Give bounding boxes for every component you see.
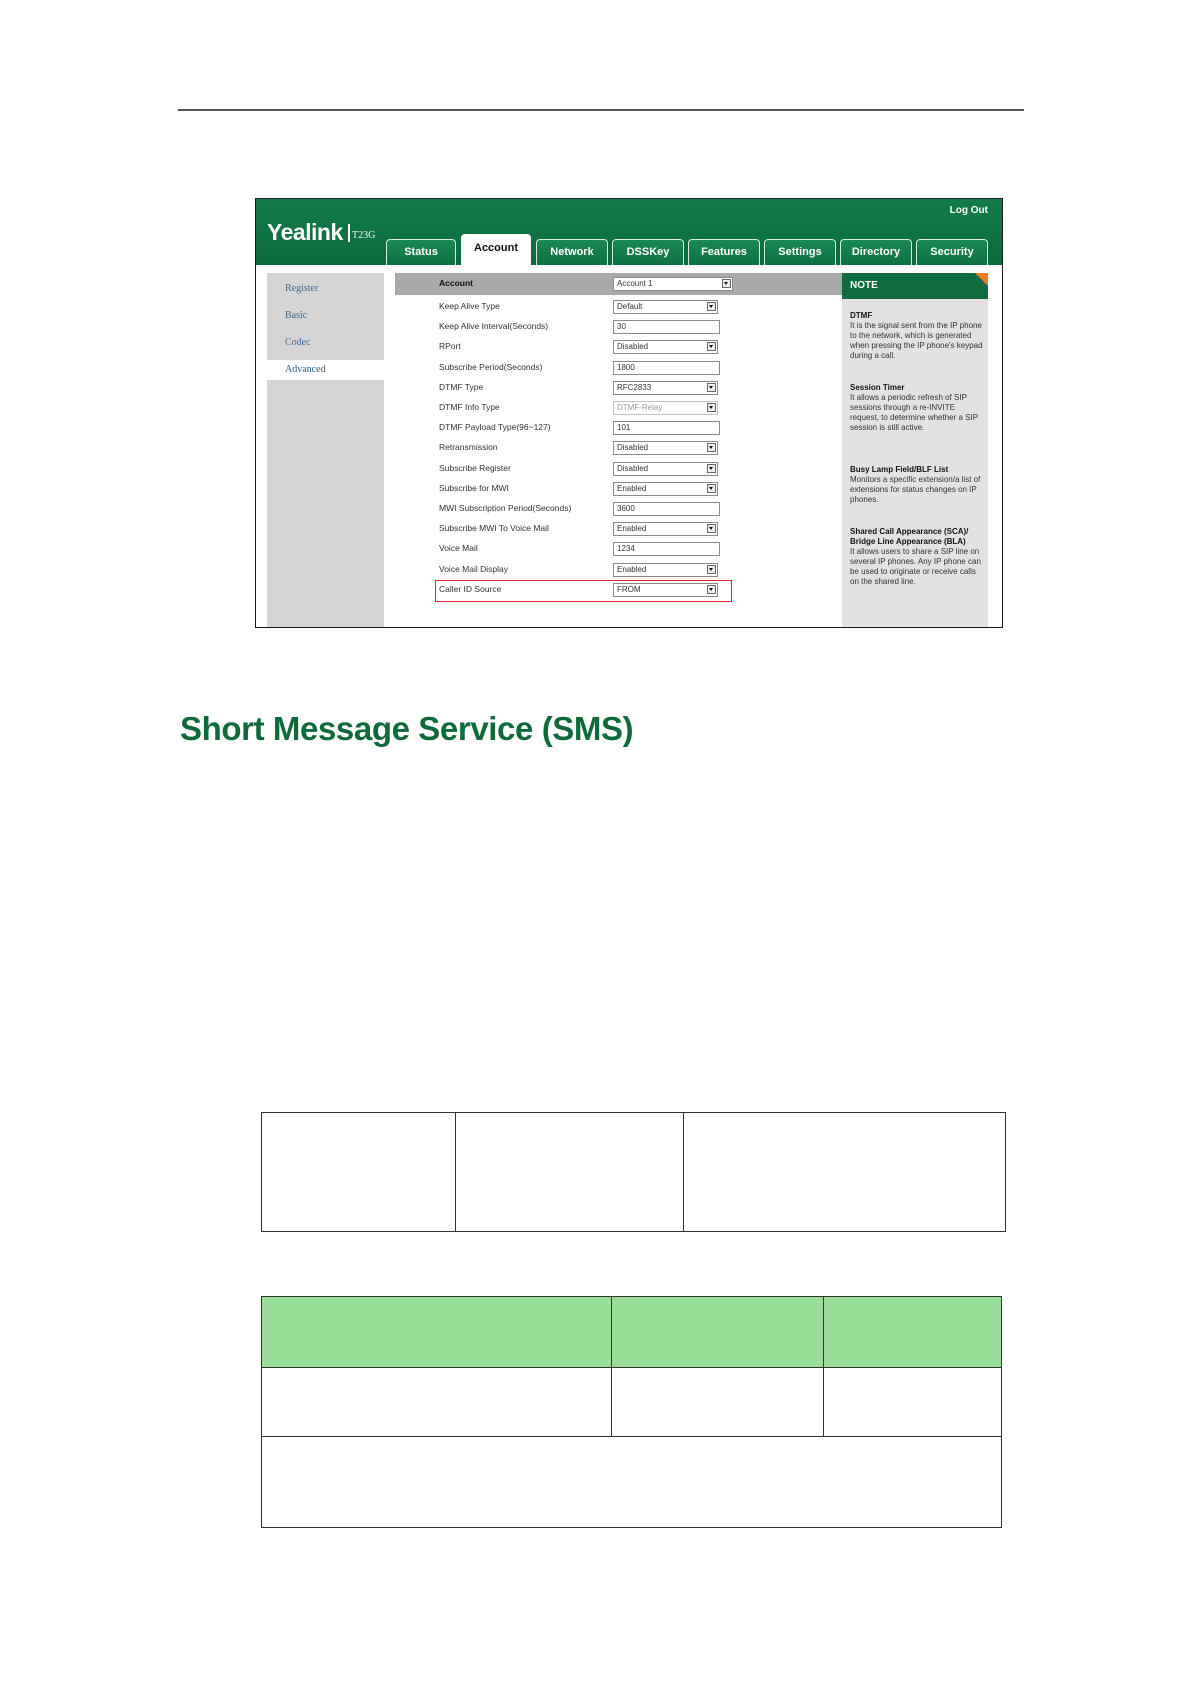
table-cell [262,1368,612,1437]
logout-link[interactable]: Log Out [949,205,988,216]
tab-status[interactable]: Status [386,239,456,265]
form-row-value: 30 [617,322,626,332]
form-row-label: Voice Mail [439,543,478,554]
tab-settings[interactable]: Settings [764,239,836,265]
note-section-title: Session Timer [850,383,905,392]
form-row-label: RPort [439,341,461,352]
form-row [395,358,855,378]
table-header-cell [824,1297,1002,1368]
note-section-title: DTMF [850,311,873,320]
note-section-dtmf [850,311,984,361]
form-row-select[interactable] [613,441,718,455]
form-row-select[interactable] [613,462,718,476]
form-row-select[interactable] [613,340,718,354]
note-section-text: Monitors a specific extension/a list of extensions for status changes on IP phones. [850,475,981,504]
table-header-row [262,1297,1002,1368]
form-header-row [395,273,855,295]
note-section-blf [850,465,984,505]
account-select[interactable] [613,277,733,291]
tab-dsskey[interactable]: DSSKey [612,239,684,265]
form-row-select [613,401,718,415]
chevron-down-icon [707,443,716,452]
logo-divider [348,224,350,242]
nav-item-basic[interactable]: Basic [285,310,308,321]
nav-item-codec[interactable]: Codec [285,337,311,348]
form-row [395,378,855,398]
account-select-value: Account 1 [617,279,653,288]
empty-table-2 [261,1296,1002,1528]
form-row-value: DTMF-Relay [617,403,663,412]
table-header-cell [262,1297,612,1368]
form-row-label: Subscribe for MWI [439,482,509,493]
tab-account[interactable]: Account [461,234,531,265]
form-row-label: DTMF Info Type [439,402,500,412]
form-row-value: 1234 [617,544,635,554]
tab-network[interactable]: Network [536,239,608,265]
web-ui-header [256,199,1002,265]
note-section-title: Busy Lamp Field/BLF List [850,465,949,474]
note-section-text: It allows a periodic refresh of SIP sessions through a re-INVITE request, to determine whether a SIP session is still active. [850,393,978,432]
form-row-select[interactable] [613,522,718,536]
form-row [395,479,855,499]
chevron-down-icon [707,524,716,533]
form-row-input[interactable] [613,320,720,334]
form-row-select[interactable] [613,563,718,577]
empty-table-1 [261,1112,1006,1232]
form-row [395,337,855,357]
form-row-label: Keep Alive Type [439,301,500,311]
form-row [395,499,855,519]
chevron-down-icon [707,403,716,412]
form-row [395,297,855,317]
form-row [395,560,855,580]
form-row-select[interactable] [613,482,718,496]
form-row [395,539,855,559]
brand-logo: Yealink [267,219,343,245]
chevron-down-icon [722,279,731,288]
note-section-sca [850,527,984,587]
table-row [262,1368,1002,1437]
account-label: Account [439,278,473,288]
form-row-input[interactable] [613,542,720,556]
chevron-down-icon [707,484,716,493]
form-row-label: DTMF Payload Type(96~127) [439,422,551,433]
table-header-cell [612,1297,824,1368]
form-row-value: 3600 [617,504,635,513]
form-row-label: MWI Subscription Period(Seconds) [439,503,572,513]
tab-directory[interactable]: Directory [840,239,912,265]
table-cell [824,1368,1002,1437]
note-section-title: Shared Call Appearance (SCA)/ Bridge Line Appearance (BLA) [850,527,969,546]
form-row-value: 1800 [617,362,635,372]
form-row [395,519,855,539]
form-row-value: Enabled [617,524,647,534]
form-row-select[interactable] [613,300,718,314]
table-cell [262,1113,456,1232]
chevron-down-icon [707,464,716,473]
form-row-label: Subscribe Period(Seconds) [439,361,543,372]
form-row [395,398,855,418]
table-row [262,1437,1002,1528]
phone-model: T23G [352,230,376,241]
note-corner-flag [975,273,988,286]
tab-security[interactable]: Security [916,239,988,265]
note-section-session-timer [850,383,984,433]
form-row-label: Retransmission [439,442,498,453]
form-row-label: Voice Mail Display [439,563,508,574]
form-row-value: Default [617,302,643,311]
table-cell [262,1437,1002,1528]
form-row-label: Subscribe Register [439,462,511,473]
voice-mail-display-highlight [435,580,732,602]
form-row-input[interactable] [613,421,720,435]
form-row-label: Caller ID Source [439,583,502,594]
table-cell [684,1113,1006,1232]
note-section-text: It allows users to share a SIP line on several IP phones. Any IP phone can be used to originate or receive calls on the shared line. [850,547,981,586]
chevron-down-icon [707,565,716,574]
web-ui-screenshot [255,198,1003,628]
chevron-down-icon [707,302,716,311]
form-row-input[interactable] [613,502,720,516]
form-row-value: 101 [617,423,631,433]
note-title: NOTE [842,273,988,299]
chevron-down-icon [707,383,716,392]
form-row-value: Disabled [617,463,649,473]
note-section-text: It is the signal sent from the IP phone to the network, which is generated when pressing the IP phone's keypad during a call. [850,321,983,360]
form-row-select[interactable] [613,381,718,395]
form-row [395,459,855,479]
chevron-down-icon [707,342,716,351]
form-row-value: Enabled [617,483,647,493]
form-row-value: FROM [617,584,641,594]
nav-item-register[interactable]: Register [285,283,319,294]
table-row [262,1113,1006,1232]
table-cell [612,1368,824,1437]
form-row-label: DTMF Type [439,381,484,392]
form-row-value: Enabled [617,564,647,574]
form-row-input[interactable] [613,361,720,375]
form-row-value: Disabled [617,342,649,352]
form-row-value: Disabled [617,443,649,453]
form-row [395,317,855,337]
form-row-value: RFC2833 [617,382,652,392]
form-row [395,438,855,458]
form-row-label: Keep Alive Interval(Seconds) [439,321,549,332]
note-panel [842,273,988,628]
section-heading: Short Message Service (SMS) [180,710,634,747]
nav-item-advanced[interactable]: Advanced [267,360,384,380]
header-rule [178,109,1024,111]
form-row-label: Subscribe MWI To Voice Mail [439,523,549,534]
left-nav [267,273,384,628]
form-row [395,418,855,438]
table-cell [456,1113,684,1232]
tab-features[interactable]: Features [688,239,760,265]
